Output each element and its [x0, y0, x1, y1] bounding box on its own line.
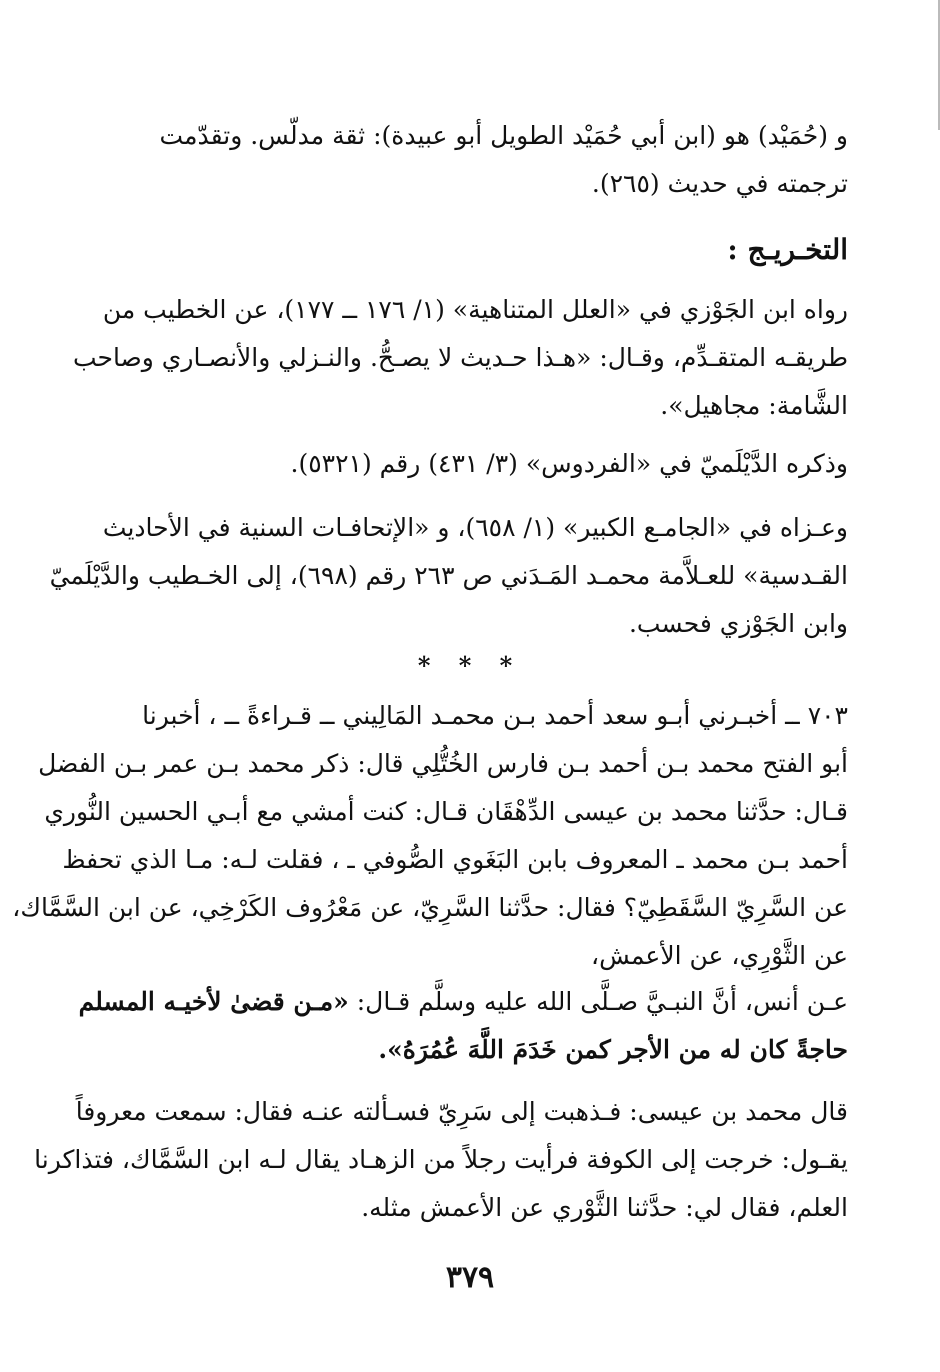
takhrij-paragraph-3 [49, 504, 848, 648]
takhrij-paragraph-2 [86, 440, 848, 488]
text-line: طريقـه المتقـدِّم، وقـال: «هـذا حـديث لا يصـحُّ. والنـزلي والأنصـاري وصاحب [72, 343, 848, 372]
text-line: وابن الجَوْزي فحسب. [628, 609, 848, 638]
text-line: قال محمد بن عيسى: فـذهبت إلى سَرِيّ فسـألته عنـه فقال: سمعت معروفاً [75, 1097, 848, 1126]
text-line: يقـول: خرجت إلى الكوفة فرأيت رجلاً من الزهـاد يقال لـه ابن السَّمَّاك، فتذاكرنا [34, 1145, 848, 1174]
section-separator: * * * [417, 651, 523, 680]
narrator-note-paragraph [86, 112, 848, 208]
text-line: القـدسية» للعـلاَّمة محمـد المَـدَني ص ٢٦٣ رقم (٦٩٨)، إلى الخـطيب والدَّيْلَميّ [49, 561, 848, 590]
matn-bold-text: «مـن قضىٰ لأخيـه المسلم [78, 987, 349, 1016]
matn-bold-line: حاجةً كان له من الأجر كمن خَدَمَ اللَّهَ عُمُرَهُ». [378, 1035, 848, 1064]
hadith-703-matn [78, 978, 848, 1074]
takhrij-paragraph-1 [72, 286, 848, 430]
hadith-703-isnad [12, 692, 848, 980]
text-line: ٧٠٣ ــ أخبـرني أبـو سعد أحمد بـن محمـد المَالِيني ــ قـراءةً ــ ، أخبرنا [142, 701, 848, 730]
section-heading-takhrij: التخـريـج : [727, 233, 848, 266]
text-line: وعـزاه في «الجامـع الكبير» (١/ ٦٥٨)، و «الإتحافـات السنية في الأحاديث [102, 513, 848, 542]
text-line: أبو الفتح محمد بـن أحمد بـن فارس الخُتُّلِي قال: ذكر محمد بـن عمر بـن الفضل [38, 749, 848, 778]
text-line: الشَّامة: مجاهيل». [660, 391, 848, 420]
text-line: رواه ابن الجَوْزي في «العلل المتناهية» (١/ ١٧٦ ــ ١٧٧)، عن الخطيب من [102, 295, 848, 324]
text-line: العلم، فقال لي: حدَّثنا الثَّوْري عن الأعمش مثله. [361, 1193, 848, 1222]
text-line: و (حُمَيْد) هو (ابن أبي حُمَيْد الطويل أبو عبيدة): ثقة مدلّس. وتقدّمت [159, 121, 848, 150]
text-line: قـال: حدَّثنا محمد بن عيسى الدِّهْقَان قـال: كنت أمشي مع أبـي الحسين النُّوري [44, 797, 848, 826]
text-line: أحمد بـن محمد ـ المعروف بابن البَغَوي الصُّوفي ـ ، فقلت لـه: مـا الذي تحفظ [62, 845, 848, 874]
matn-intro: عـن أنس، أنَّ النبـيَّ صـلَّى الله عليه وسلَّم قـال: [348, 987, 848, 1016]
text-line: عن السَّرِيّ السَّقَطِيّ؟ فقال: حدَّثنا السَّرِيّ، عن مَعْرُوف الكَرْخِي، عن ابن السَّمَّاك، [12, 893, 848, 922]
text-line [78, 978, 848, 1026]
text-line: ترجمته في حديث (٢٦٥). [591, 169, 848, 198]
text-line: عن الثَّوْرِي، عن الأعمش، [591, 941, 848, 970]
closing-paragraph [34, 1088, 848, 1232]
page-number: ٣٧٩ [445, 1260, 495, 1295]
text-line: وذكره الدَّيْلَميّ في «الفردوس» (٣/ ٤٣١) رقم (٥٣٢١). [290, 449, 848, 478]
